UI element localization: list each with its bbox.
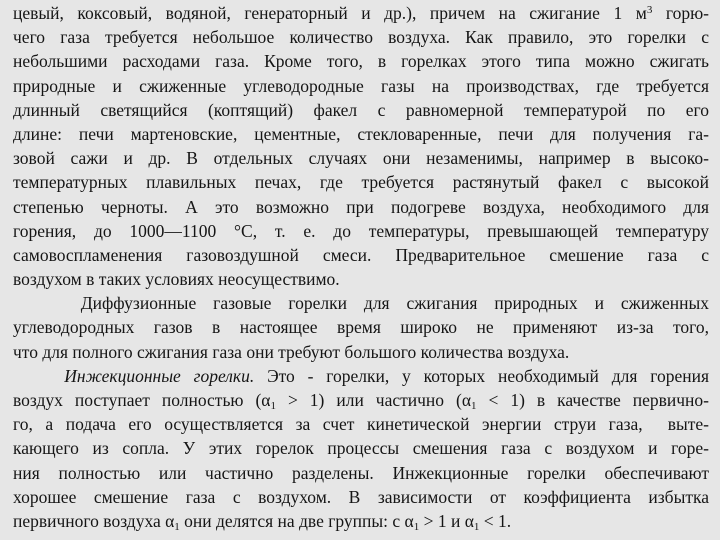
text-line: цевый, коксовый, водяной, генераторный и др.), причем на сжигание 1 $м^3$ горю- [13,3,709,23]
text-line: зовой сажи и др. В отдельных случаях они незаменимы, например в высоко- [13,148,709,169]
text-line: Диффузионные газовые горелки для сжигания природных и сжиженных [13,293,709,314]
text-line: длине: печи мартеновские, цементные, стекловаренные, печи для получения га- [13,123,709,144]
text-line: хорошее смешение газа с воздухом. В зависимости от коэффициента избытка [13,486,709,507]
text-line: кающего из сопла. У этих горелок процессы смешения газа с воздухом и горе- [13,438,709,459]
text-line: ния полностью или частично разделены. Инжекционные горелки обеспечивают [13,462,709,483]
text-line: чего газа требуется небольшое количество воздуха. Как правило, это горелки с [13,27,709,48]
text-line: Инжекционные горелки. Это - горелки, у которых необходимый для горения [64,365,710,386]
text-line: горения, до 1000—1100 °С, т. е. до температуры, превышающей температуру [13,220,709,241]
text-line: воздух поступает полностью $(\alpha_1 > 1)$ или частично $(\alpha_1 < 1)$ в качестве первично- [13,390,709,412]
text-line: самовоспламенения газовоздушной смеси. Предварительное смешение газа с [13,244,709,265]
text-line: углеводородных газов в настоящее время широко не применяют из-за того, [13,317,709,338]
superscript: 3 [646,4,653,16]
text-line: температурных плавильных печах, где требуется растянутый факел с высокой [13,172,709,193]
text-line: го, а подача его осуществляется за счет кинетической энергии струи газа, выте- [13,414,709,435]
text-line: что для полного сжигания газа они требуют большого количества воздуха. [13,341,570,362]
text-line: небольшими расходами газа. Кроме того, в горелках этого типа можно сжигать [13,51,709,72]
text-line: воздухом в таких условиях неосуществимо. [13,269,340,290]
text-line: природные и сжиженные углеводородные газы на производствах, где требуется [13,75,709,96]
document-text [13,1,709,533]
italic-heading: Инжекционные горелки. [64,365,255,386]
text-line: длинный светящийся (коптящий) факел с равномерной температурой по его [13,99,709,120]
text-line: степенью черноты. А это возможно при подогреве воздуха, необходимого для [13,196,709,217]
text-line: первичного воздуха $\alpha_1$ они делятся на две группы: с $\alpha_1 > 1$ и $\alpha_1 < 1$. [13,510,512,533]
